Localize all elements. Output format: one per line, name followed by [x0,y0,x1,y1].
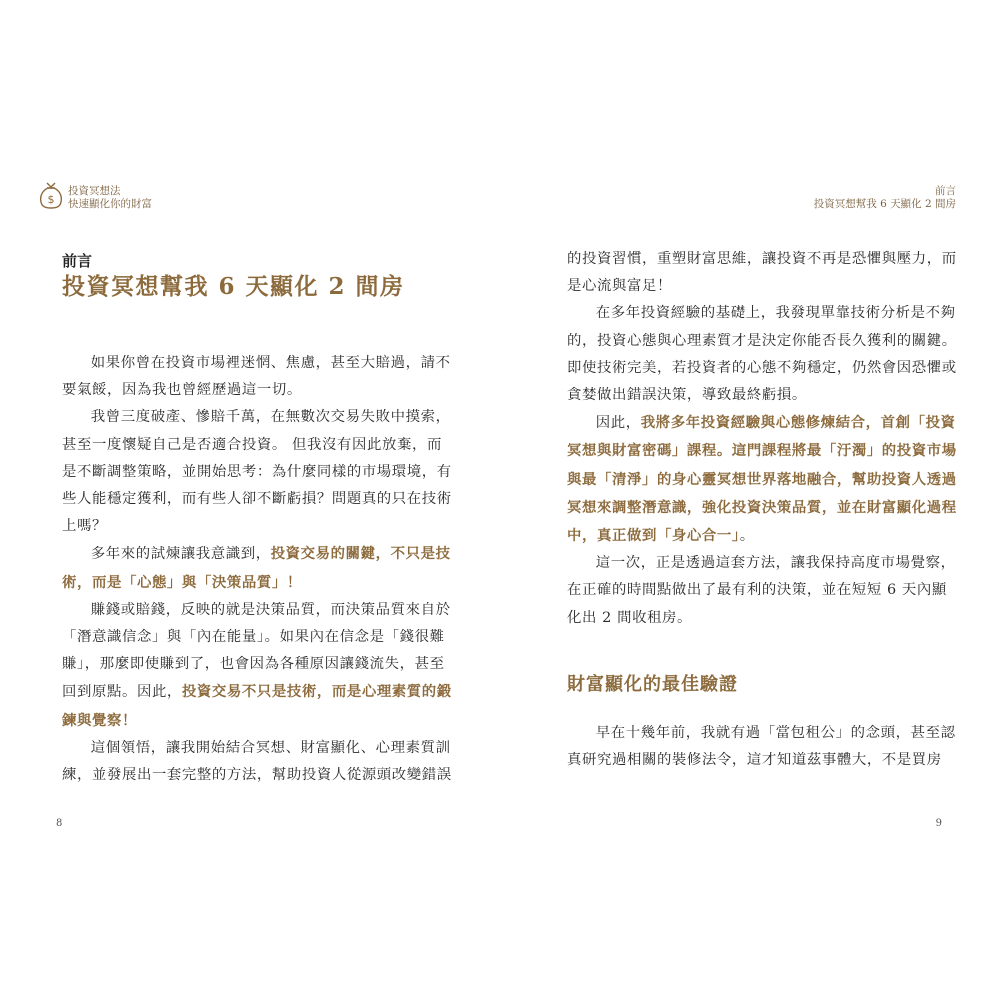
page-number-left: 8 [56,818,63,829]
highlighted-text: 投資交易的關鍵，不只是技術，而是「心態」與「決策品質」！ [62,545,451,591]
right-page-body-2 [567,720,957,774]
paragraph-continued: 的投資習慣，重塑財富思維，讓投資不再是恐懼與壓力，而是心流與富足！ [567,251,957,295]
running-head-chapter-title: 投資冥想幫我 6 天顯化 2 間房 [813,198,956,210]
section-heading: 財富顯化的最佳驗證 [567,674,738,695]
highlighted-text: 我將多年投資經驗與心態修煉結合，首創「投資冥想與財富密碼」課程。這門課程將最「汙濁」的投資市場與最「清淨」的身心靈冥想世界落地融合，幫助投資人透過冥想來調整潛意識，強化投資決策品質，並在財富顯化過程中，真正做到「身心合一」 [567,414,957,545]
paragraph-text: 賺錢或賠錢，反映的就是決策品質，而決策品質來自於「潛意識信念」與「內在能量」。如果內在信念是「錢很難賺」，那麼即使賺到了，也會因為各種原因讓錢流失，甚至回到原點。因此， [62,601,451,701]
paragraph: 這一次，正是透過這套方法，讓我保持高度市場覺察，在正確的時間點做出了最有利的決策，並在短短 6 天內顯化出 2 間收租房。 [567,555,956,626]
paragraph [567,409,957,550]
paragraph-text: 。 [739,528,755,545]
running-head-book-title: 投資冥想法 [68,185,121,197]
paragraph-text: 因此， [595,415,641,432]
paragraph: 如果你曾在投資市場裡迷惘、焦慮，甚至大賠過，請不要氣餒，因為我也曾經歷過這一切。 [62,355,451,399]
svg-text:$: $ [47,193,55,206]
paragraph: 在多年投資經驗的基礎上，我發現單靠技術分析是不夠的，投資心態與心理素質才是決定你能否長久獲利的關鍵。即使技術完美，若投資者的心態不夠穩定，仍然會因恐懼或貪婪做出錯誤決策，導致最終虧損。 [567,305,957,404]
paragraph: 早在十幾年前，我就有過「當包租公」的念頭，甚至認真研究過相關的裝修法令，這才知道茲事體大，不是買房 [567,725,956,769]
chapter-title: 投資冥想幫我 6 天顯化 2 間房 [62,273,405,300]
running-head-chapter-label: 前言 [935,185,956,197]
left-page-body [62,350,452,789]
highlighted-text: 投資交易不只是技術，而是心理素質的鍛鍊與覺察！ [62,683,452,729]
running-head-left [68,185,152,211]
paragraph [62,540,452,596]
chapter-label: 前言 [62,252,93,270]
paragraph-text: 多年來的試煉讓我意識到， [90,546,271,563]
page-number-right: 9 [935,818,942,829]
running-head-right [814,185,956,211]
money-bag-icon [38,180,64,210]
paragraph: 這個領悟，讓我開始結合冥想、財富顯化、心理素質訓練，並發展出一套完整的方法，幫助投資人從源頭改變錯誤 [62,739,452,784]
paragraph: 我曾三度破產、慘賠千萬，在無數次交易失敗中摸索，甚至一度懷疑自己是否適合投資。 但我沒有因此放棄，而是不斷調整策略，並開始思考：為什麼同樣的市場環境，有些人能穩定獲利，而有些人卻不斷虧損？問題真的只在技術上嗎？ [62,409,452,535]
running-head-book-subtitle: 快速顯化你的財富 [68,198,152,210]
right-page-body [567,246,957,632]
paragraph [62,597,452,735]
